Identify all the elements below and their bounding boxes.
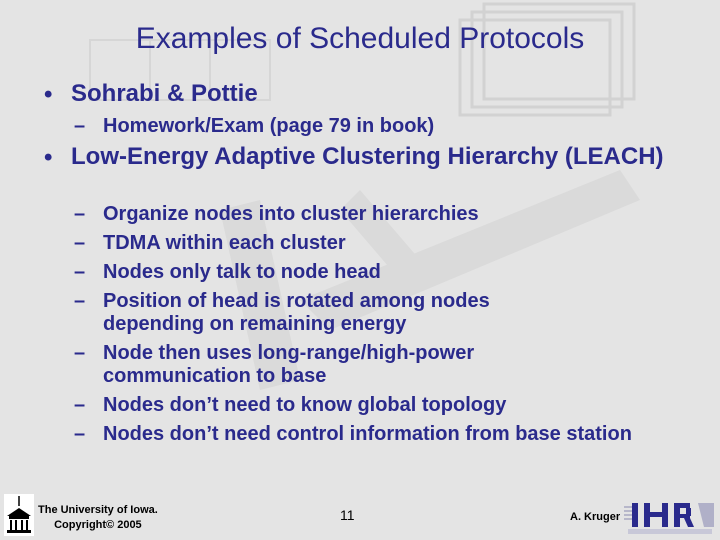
bullet-mark: • [44, 81, 53, 108]
dash-mark: – [74, 203, 86, 225]
sub-bullet-text: Nodes don’t need control information from base station [103, 423, 632, 445]
footer-university [38, 503, 158, 533]
dash-mark: – [74, 342, 86, 364]
footer-university-line1: The University of Iowa. [38, 504, 158, 516]
sub-bullet-long-range [74, 342, 573, 388]
sub-bullet-tdma [74, 232, 663, 255]
bullet-mark: • [44, 144, 53, 171]
dash-mark: – [74, 232, 86, 254]
bullet-sohrabi-pottie [44, 81, 258, 107]
bullet-leach [44, 144, 684, 170]
sub-bullet-text: Nodes don’t need to know global topology [103, 394, 507, 416]
university-building-logo-icon [4, 494, 34, 536]
bullet-text: Low-Energy Adaptive Clustering Hierarchy (LEACH) [71, 143, 664, 170]
slide-title: Examples of Scheduled Protocols [135, 22, 585, 55]
dash-mark: – [74, 394, 86, 416]
footer-copyright: Copyright© 2005 [54, 519, 142, 531]
sub-bullet-text: Homework/Exam (page 79 in book) [103, 115, 435, 137]
sub-bullet-homework [74, 115, 663, 138]
sub-bullet-text: Position of head is rotated among nodes depending on remaining energy [103, 290, 490, 335]
sub-bullet-text: Organize nodes into cluster hierarchies [103, 203, 479, 225]
page-number: 11 [340, 507, 355, 523]
bullet-text: Sohrabi & Pottie [71, 80, 258, 107]
sub-bullet-control-info [74, 423, 673, 446]
sub-bullet-organize [74, 203, 663, 226]
sub-bullet-text: Nodes only talk to node head [103, 261, 381, 283]
sub-bullet-rotation [74, 290, 583, 336]
sub-bullet-node-head [74, 261, 663, 284]
dash-mark: – [74, 423, 86, 445]
author-name: A. Kruger [570, 511, 621, 523]
dash-mark: – [74, 261, 86, 283]
sub-bullet-text: Node then uses long-range/high-power communication to base [103, 342, 475, 387]
dash-mark: – [74, 115, 86, 137]
sub-bullet-global-topology [74, 394, 663, 417]
ihr-logo-icon [624, 497, 716, 537]
dash-mark: – [74, 290, 86, 312]
sub-bullet-text: TDMA within each cluster [103, 232, 346, 254]
